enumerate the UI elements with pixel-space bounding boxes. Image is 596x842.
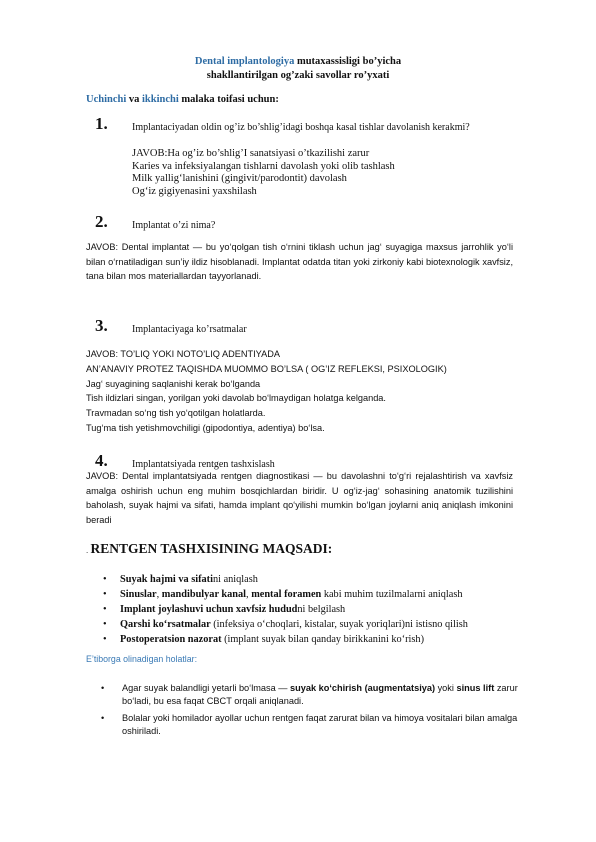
category-third: Uchinchi <box>86 94 127 105</box>
answer-line: Jag‘ suyagining saqlanishi kerak bo‘lganda <box>86 378 261 389</box>
question-4-number: 4. <box>95 451 108 470</box>
question-2-text: Implantat o’zi nima? <box>132 220 216 231</box>
answer-line: Tug‘ma tish yetishmovchiligi (gipodontiya, adentiya) bo‘lsa. <box>86 422 325 433</box>
list-item <box>86 572 526 587</box>
question-2-number: 2. <box>95 212 108 231</box>
item-text: , <box>156 589 162 600</box>
list-item <box>86 682 526 708</box>
question-3-answer <box>86 347 447 436</box>
question-3-number: 3. <box>95 316 108 335</box>
item-bold: Qarshi ko‘rsatmalar <box>120 619 211 630</box>
answer-line: JAVOB:Ha og’iz bo’shlig’I sanatsiyasi o’tkazilishi zarur <box>132 148 370 159</box>
list-item <box>86 602 526 617</box>
category-rest: malaka toifasi uchun: <box>178 94 279 105</box>
item-bold: Implant joylashuvi uchun xavfsiz hudud <box>120 604 298 615</box>
list-item <box>86 632 526 647</box>
document-title-line2: shakllantirilgan og’zaki savollar ro’yxati <box>206 70 390 81</box>
rentgen-heading: RENTGEN TASHXISINING MAQSADI: <box>90 541 333 556</box>
item-text: ni aniqlash <box>212 574 258 585</box>
title-rest: mutaxassisligi bo’yicha <box>294 56 402 67</box>
notes-list <box>86 682 526 742</box>
item-text: , <box>246 589 252 600</box>
list-item <box>86 617 526 632</box>
question-4-text: Implantatsiyada rentgen tashxislash <box>132 459 275 470</box>
list-item <box>86 587 526 602</box>
title-highlight: Dental implantologiya <box>194 56 295 67</box>
item-text: ni belgilash <box>297 604 346 615</box>
item-text: (infeksiya o‘choqlari, kistalar, suyak yoriqlari)ni istisno qilish <box>210 619 468 630</box>
item-text: (implant suyak bilan qanday birikkanini ko‘rish) <box>221 634 424 645</box>
list-item <box>86 712 526 738</box>
answer-line: Tish ildizlari singan, yorilgan yoki davolab bo‘lmaydigan holatga kelganda. <box>86 393 386 404</box>
category-second: ikkinchi <box>142 94 179 105</box>
item-bold: Sinuslar <box>120 589 157 600</box>
question-2-answer: JAVOB: Dental implantat — bu yo‘qolgan tish o‘rnini tiklash uchun jag‘ suyagiga maxsus jarrohlik yo‘li bilan o‘rnatiladigan sun’iy ildiz hisoblanadi. Implantat odatda titan yoki zirkoniy kabi biotexnologik xavfsiz, tana bilan mos materiallardan tayyorlanadi. <box>86 242 513 282</box>
question-1-text: Implantaciyadan oldin og’iz bo’shlig’idagi boshqa kasal tishlar davolanish kerakmi? <box>132 122 470 133</box>
item-text: yoki <box>435 683 457 693</box>
question-3-text: Implantaciyaga ko’rsatmalar <box>132 324 247 335</box>
rentgen-heading-row <box>86 540 332 558</box>
question-4-answer: JAVOB: Dental implantatsiyada rentgen diagnostikasi — bu davolashni to‘g‘ri rejalashtirish va xavfsiz amalga oshirish uchun eng muhim bosqichlardan biridir. U og‘iz-jag‘ sohasining anatomik tuzilishini baholash, suyak hajmi va sifati, hamda implant qo‘yilishi mumkin bo‘lgan joylarni aniq aniqlash imkonini beradi <box>86 471 513 525</box>
item-text: Bolalar yoki homilador ayollar uchun rentgen faqat zarurat bilan va himoya vositalari bilan amalga oshiriladi <box>122 713 518 736</box>
item-bold: Suyak hajmi va sifati <box>120 574 213 585</box>
document-title-line1 <box>0 55 596 69</box>
item-text: kabi muhim tuzilmalarni aniqlash <box>321 589 463 600</box>
item-bold: mandibulyar kanal <box>161 589 247 600</box>
category-and: va <box>126 94 143 105</box>
item-text: zarur bo‘ladi, bu esa faqat CBCT orqali aniqlanadi. <box>122 683 518 706</box>
heading-prefix: . <box>86 546 91 555</box>
question-1-number: 1. <box>95 114 108 133</box>
answer-line: Karies va infeksiyalangan tishlarni davolash yoki olib tashlash <box>132 160 395 172</box>
rentgen-goals-list <box>86 572 526 647</box>
item-bold: Postoperatsion nazorat <box>120 634 222 645</box>
answer-line: Milk yallig‘lanishini (gingivit/parodontit) davolash <box>132 173 347 184</box>
item-text: . <box>158 726 161 736</box>
answer-line: JAVOB: TO’LIQ YOKI NOTO’LIQ ADENTIYADA <box>86 349 281 359</box>
item-text: Agar suyak balandligi yetarli bo‘lmasa — <box>122 683 291 693</box>
notes-heading: E’tiborga olinadigan holatlar: <box>86 654 198 664</box>
answer-line: Og‘iz gigiyenasini yaxshilash <box>132 185 257 197</box>
item-bold: mental foramen <box>251 589 322 600</box>
item-bold: sinus lift <box>456 683 495 693</box>
item-bold: suyak ko‘chirish (augmentatsiya) <box>290 683 436 693</box>
answer-line: Travmadan so‘ng tish yo‘qotilgan holatlarda. <box>86 408 266 419</box>
answer-line: AN’ANAVIY PROTEZ TAQISHDA MUOMMO BO’LSA ( OG’IZ REFLEKSI, PSIXOLOGIK) <box>86 363 447 374</box>
category-line <box>86 94 279 105</box>
question-1-answer <box>132 148 395 198</box>
